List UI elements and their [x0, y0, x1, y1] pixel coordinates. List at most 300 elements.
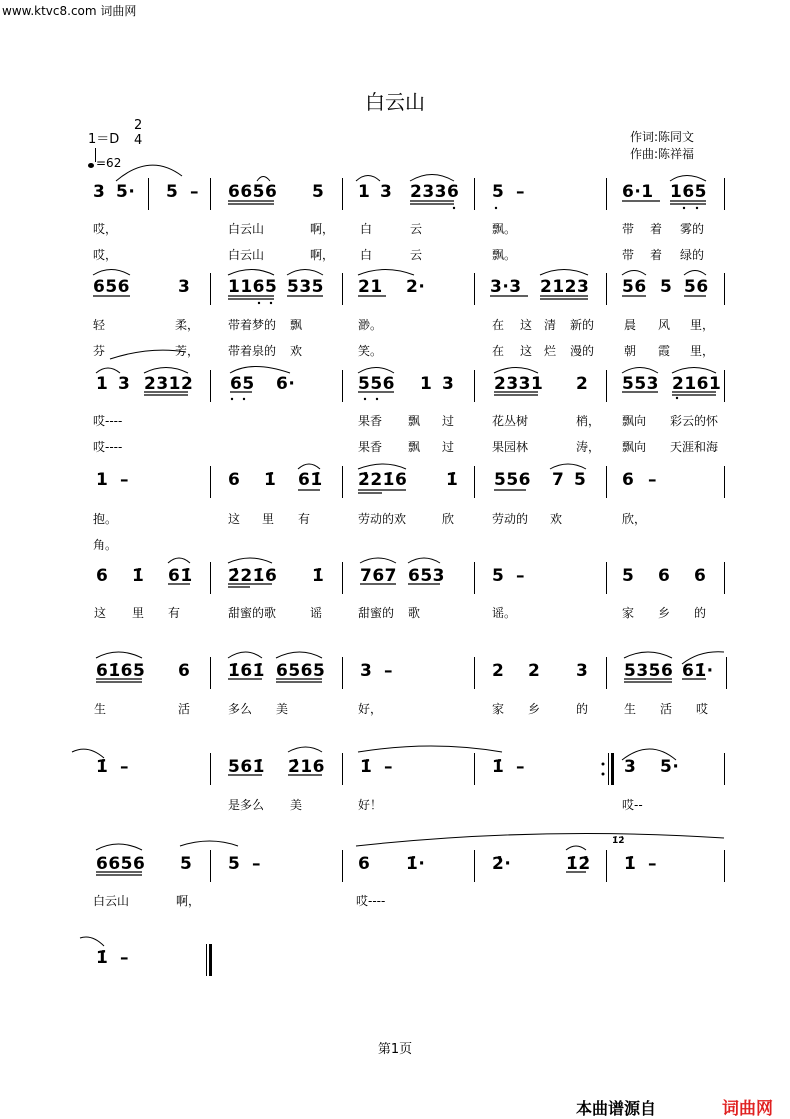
- slur: [566, 846, 586, 850]
- lyric: 多么: [228, 702, 253, 716]
- lyric-line-2a: [0, 316, 790, 332]
- lyric: 飘: [408, 414, 421, 428]
- slur: [80, 937, 104, 946]
- lyric: 白: [360, 222, 373, 236]
- bar-line: [148, 178, 149, 210]
- lyric: 飘。: [492, 248, 517, 262]
- slur: [230, 367, 290, 374]
- dash: –: [190, 182, 199, 202]
- bar-line: [342, 370, 343, 402]
- bar-line: [724, 466, 725, 498]
- song-title: 白云山: [365, 90, 425, 114]
- lyric: 雾的: [680, 222, 705, 236]
- bar-line: [606, 273, 607, 305]
- note: 653: [408, 566, 445, 586]
- lyric: 飘: [408, 440, 421, 454]
- note: 2̇·: [492, 854, 512, 874]
- note: 1̇: [312, 566, 325, 586]
- slur: [228, 558, 272, 563]
- lyric: 家: [492, 702, 505, 716]
- notation-row-7: [0, 757, 790, 787]
- lyric-line-3a: [0, 412, 790, 428]
- notation-row-9: [0, 948, 790, 978]
- slur: [540, 270, 588, 276]
- note: 5: [228, 854, 241, 874]
- slur: [622, 368, 658, 374]
- note: 5: [622, 566, 635, 586]
- note: 6: [358, 854, 371, 874]
- lyric: 着: [650, 248, 663, 262]
- lyric: 有: [298, 512, 311, 526]
- note: 5: [660, 277, 673, 297]
- lyric: 朝: [624, 344, 637, 358]
- slur: [624, 652, 672, 658]
- lyric: 飘。: [492, 222, 517, 236]
- lyric: 抱。: [93, 512, 118, 526]
- lyric: 哎----: [356, 894, 386, 908]
- note: 6: [622, 470, 635, 490]
- lyric: 带: [622, 248, 635, 262]
- lyric: 哎，: [93, 222, 118, 236]
- note: 1̇: [96, 757, 109, 777]
- slur: [360, 558, 396, 563]
- note: 1̇: [446, 470, 459, 490]
- bar-line: [606, 466, 607, 498]
- note: 1: [96, 470, 109, 490]
- bar-line: [210, 273, 211, 305]
- slur: [96, 844, 142, 850]
- lyric: 里，: [690, 344, 715, 358]
- lyric: 霞: [658, 344, 671, 358]
- lyric: 新的: [570, 318, 595, 332]
- lyric: 歌: [408, 606, 421, 620]
- lyric-line-6: [0, 700, 790, 716]
- bar-line: [210, 562, 211, 594]
- note: 3·3: [490, 277, 522, 297]
- note: 767: [360, 566, 397, 586]
- note: 56: [684, 277, 709, 297]
- lyric: 白: [360, 248, 373, 262]
- bar-line: [724, 562, 725, 594]
- lyric: 好！: [358, 798, 383, 812]
- lyric: 甜蜜的: [358, 606, 395, 620]
- notation-row-6: [0, 661, 790, 691]
- bar-line: [474, 178, 475, 210]
- note: 6: [96, 566, 109, 586]
- lyric: 带: [622, 222, 635, 236]
- lyric: 渺。: [358, 318, 383, 332]
- bar-line: [474, 657, 475, 689]
- lyric: 活: [660, 702, 673, 716]
- bar-line: [210, 850, 211, 882]
- lyric-line-7: [0, 796, 790, 812]
- notation-row-5: [0, 566, 790, 596]
- time-sig-bottom: 4: [134, 133, 143, 148]
- bar-line: [210, 178, 211, 210]
- bar-line: [606, 562, 607, 594]
- note: 1165: [228, 277, 278, 297]
- dash: –: [120, 948, 129, 968]
- lyric-line-1b: [0, 246, 790, 262]
- slur: [410, 175, 454, 182]
- lyric: 漫的: [570, 344, 595, 358]
- lyric-line-4a: [0, 510, 790, 526]
- slur: [287, 270, 323, 276]
- note: 2: [492, 661, 505, 681]
- slur: [180, 841, 238, 846]
- lyric: 啊，: [176, 894, 201, 908]
- final-bar-thick: [209, 944, 212, 976]
- lyric: 劳动的: [492, 512, 529, 526]
- bar-line: [210, 657, 211, 689]
- lyric: 果香: [358, 440, 383, 454]
- note: 1: [358, 182, 371, 202]
- lyric: 带着泉的: [228, 344, 277, 358]
- slur: [96, 652, 142, 658]
- lyric: 风: [658, 318, 671, 332]
- note: 1̇: [96, 948, 109, 968]
- tempo-value: =62: [96, 156, 122, 170]
- bar-line: [342, 178, 343, 210]
- note: 2312: [144, 374, 194, 394]
- lyric: 果香: [358, 414, 383, 428]
- slur: [358, 746, 502, 752]
- quarter-note-icon: [88, 163, 94, 168]
- lyric: 这: [228, 512, 241, 526]
- note: 1̇: [264, 470, 277, 490]
- dash: –: [120, 757, 129, 777]
- note: 61̇65: [96, 661, 146, 681]
- lyric: 乡: [528, 702, 541, 716]
- bar-line: [474, 562, 475, 594]
- lyric: 好，: [358, 702, 383, 716]
- note: 3: [178, 277, 191, 297]
- lyric: 绿的: [680, 248, 705, 262]
- bar-line: [726, 657, 727, 689]
- note: 165: [670, 182, 707, 202]
- note: 5: [574, 470, 587, 490]
- slur: [494, 368, 538, 374]
- note: 535: [287, 277, 324, 297]
- note: 6: [694, 566, 707, 586]
- lyric-line-8: [0, 892, 790, 908]
- site-logo: 词曲网: [722, 1099, 773, 1119]
- lyric: 有: [168, 606, 181, 620]
- lyric: 这: [520, 344, 533, 358]
- lyric: 柔，: [175, 318, 200, 332]
- slur: [288, 747, 322, 752]
- dash: –: [252, 854, 261, 874]
- lyric: 云: [410, 248, 423, 262]
- slur: [358, 464, 406, 469]
- bar-line: [210, 753, 211, 785]
- note: 7: [552, 470, 565, 490]
- lyric: 晨: [624, 318, 637, 332]
- lyric: 白云山: [228, 222, 265, 236]
- note: 6656: [228, 182, 278, 202]
- note: 1̇: [360, 757, 373, 777]
- lyric: 这: [520, 318, 533, 332]
- notation-row-8: [0, 836, 790, 884]
- note: 56: [622, 277, 647, 297]
- lyric: 生: [624, 702, 637, 716]
- lyric: 啊，: [310, 222, 335, 236]
- note: 2̇21̇6: [358, 470, 408, 490]
- lyric: 欢: [290, 344, 303, 358]
- bar-line: [342, 657, 343, 689]
- lyric: 带着梦的: [228, 318, 277, 332]
- note: 21: [358, 277, 383, 297]
- tempo-mark: [88, 156, 121, 170]
- bar-line: [474, 370, 475, 402]
- lyric: 在: [492, 318, 505, 332]
- lyric: 果园林: [492, 440, 529, 454]
- lyric: 哎----: [93, 440, 123, 454]
- final-bar-thin: [206, 944, 207, 976]
- slur: [358, 270, 414, 276]
- note: 1̇: [624, 854, 637, 874]
- lyric-line-5: [0, 604, 790, 620]
- note: 656: [93, 277, 130, 297]
- lyric: 美: [290, 798, 303, 812]
- bar-line: [342, 562, 343, 594]
- lyric: 花丛树: [492, 414, 529, 428]
- bar-line: [606, 657, 607, 689]
- note: 2336: [410, 182, 460, 202]
- lyric: 角。: [93, 538, 118, 552]
- lyric: 里: [132, 606, 145, 620]
- repeat-bar-thick: [611, 753, 614, 785]
- lyricist-credit: 作词:陈同文: [630, 130, 695, 144]
- lyric: 飘: [290, 318, 303, 332]
- lyric: 着: [650, 222, 663, 236]
- note: 1: [420, 374, 433, 394]
- note: 5: [492, 566, 505, 586]
- note: 5: [492, 182, 505, 202]
- dash: –: [516, 566, 525, 586]
- lyric: 芬: [93, 344, 106, 358]
- dash: –: [516, 182, 525, 202]
- lyric: 欣，: [622, 512, 647, 526]
- dash: –: [516, 757, 525, 777]
- bar-line: [724, 178, 725, 210]
- lyric: 的: [576, 702, 589, 716]
- lyric: 欢: [550, 512, 563, 526]
- lyric: 劳动的欢: [358, 512, 407, 526]
- lyric: 云: [410, 222, 423, 236]
- note: 1̇: [132, 566, 145, 586]
- lyric: 彩云的怀: [670, 414, 719, 428]
- bar-line: [474, 466, 475, 498]
- slur: [622, 271, 646, 276]
- slur: [408, 558, 440, 563]
- note: 556: [494, 470, 531, 490]
- page-number: 第1页: [377, 1042, 413, 1057]
- lyric: 生: [94, 702, 107, 716]
- slur: [358, 368, 394, 374]
- note: 3: [93, 182, 106, 202]
- lyric: 白云山: [93, 894, 130, 908]
- note: 61̇·: [682, 661, 714, 681]
- dash: –: [384, 661, 393, 681]
- notation-row-2: [0, 277, 790, 307]
- lyric: 里: [262, 512, 275, 526]
- lyric: 家: [622, 606, 635, 620]
- slur: [550, 464, 586, 469]
- slur: [228, 270, 274, 276]
- note: 1̇·: [406, 854, 426, 874]
- lyric: 过: [442, 440, 455, 454]
- note: 6: [658, 566, 671, 586]
- note: 561̇: [228, 757, 265, 777]
- bar-line: [342, 466, 343, 498]
- bar-line: [724, 370, 725, 402]
- slur: [93, 270, 130, 276]
- note: 3: [380, 182, 393, 202]
- lyric: 甜蜜的歌: [228, 606, 277, 620]
- bar-line: [606, 178, 607, 210]
- note: 3: [576, 661, 589, 681]
- note: 5·: [660, 757, 680, 777]
- lyric: 乡: [658, 606, 671, 620]
- dash: –: [120, 470, 129, 490]
- note: 1̇2̇: [566, 854, 591, 874]
- bar-line: [210, 370, 211, 402]
- dash: –: [648, 854, 657, 874]
- lyric: 的: [694, 606, 707, 620]
- note: 1̇61̇: [228, 661, 265, 681]
- note: 6565: [276, 661, 326, 681]
- lyric: 在: [492, 344, 505, 358]
- note: 61̇: [168, 566, 193, 586]
- bar-line: [342, 850, 343, 882]
- lyric: 清: [544, 318, 557, 332]
- bar-line: [724, 753, 725, 785]
- bar-line: [724, 850, 725, 882]
- slur: [116, 165, 182, 181]
- lyric: 里，: [690, 318, 715, 332]
- lyric: 哎: [696, 702, 709, 716]
- repeat-bar-thin: [608, 753, 609, 785]
- slur: [96, 368, 120, 373]
- lyric-line-3b: [0, 438, 790, 454]
- lyric: 活: [178, 702, 191, 716]
- slur: [356, 176, 380, 182]
- composer-credit: 作曲:陈祥福: [630, 147, 695, 161]
- bar-line: [606, 850, 607, 882]
- lyric: 谣。: [492, 606, 517, 620]
- note: 5·: [116, 182, 136, 202]
- slur: [228, 652, 262, 658]
- lyric: 轻: [93, 318, 106, 332]
- notation-row-4: [0, 470, 790, 500]
- lyric: 哎----: [93, 414, 123, 428]
- lyric: 飘向: [622, 440, 647, 454]
- note: 2: [576, 374, 589, 394]
- note: 5: [312, 182, 325, 202]
- slur: [276, 652, 322, 658]
- notation-row-1: [0, 182, 790, 212]
- grace-notes: 1̇2̇: [612, 836, 625, 846]
- dash: –: [384, 757, 393, 777]
- note: 3: [118, 374, 131, 394]
- key-signature: 1＝D: [88, 132, 120, 147]
- note: 2·: [406, 277, 426, 297]
- slur: [144, 368, 188, 374]
- time-sig-top: 2: [134, 118, 143, 133]
- note: 6: [178, 661, 191, 681]
- slur: [670, 176, 706, 182]
- note: 6·1: [622, 182, 654, 202]
- lyric-line-1a: [0, 220, 790, 236]
- bar-line: [342, 753, 343, 785]
- note: 2̇16: [288, 757, 325, 777]
- slur: [257, 177, 270, 182]
- bar-line: [474, 850, 475, 882]
- lyric: 这: [94, 606, 107, 620]
- note: 6·: [276, 374, 296, 394]
- bar-line: [606, 370, 607, 402]
- source-label: 本曲谱源自: [576, 1099, 657, 1118]
- lyric: 烂: [544, 344, 557, 358]
- dash: –: [648, 470, 657, 490]
- time-signature: [134, 118, 142, 148]
- lyric: 美: [276, 702, 289, 716]
- note: 65: [230, 374, 255, 394]
- note: 6: [228, 470, 241, 490]
- lyric: 笑。: [358, 344, 383, 358]
- note: 3: [624, 757, 637, 777]
- lyric-line-2b: [0, 342, 790, 358]
- lyric: 梢，: [576, 414, 601, 428]
- lyric: 芳，: [175, 344, 200, 358]
- note: 2161: [672, 374, 722, 394]
- note: 1̇: [492, 757, 505, 777]
- notation-row-3: [0, 374, 790, 404]
- bar-line: [724, 273, 725, 305]
- lyric: 是多么: [228, 798, 265, 812]
- note: 556: [358, 374, 395, 394]
- note: 2331: [494, 374, 544, 394]
- note: 61̇: [298, 470, 323, 490]
- slur: [684, 271, 706, 276]
- slur: [168, 558, 190, 563]
- note: 5: [180, 854, 193, 874]
- lyric: 过: [442, 414, 455, 428]
- note: 2̇21̇6: [228, 566, 278, 586]
- lyric: 啊，: [310, 248, 335, 262]
- lyric: 哎--: [622, 798, 643, 812]
- bar-line: [474, 273, 475, 305]
- note: 2123: [540, 277, 590, 297]
- note: 553: [622, 374, 659, 394]
- lyric: 白云山: [228, 248, 265, 262]
- bar-line: [210, 466, 211, 498]
- slur: [672, 368, 716, 374]
- note: 5: [166, 182, 179, 202]
- lyric-line-4b: [0, 536, 790, 552]
- note: 1: [96, 374, 109, 394]
- note: 3: [442, 374, 455, 394]
- lyric: 天涯和海: [670, 440, 719, 454]
- slur: [298, 464, 320, 469]
- bar-line: [342, 273, 343, 305]
- note: 2: [528, 661, 541, 681]
- lyric: 涛，: [576, 440, 601, 454]
- note: 5356: [624, 661, 674, 681]
- lyric: 谣: [310, 606, 323, 620]
- lyric: 欣: [442, 512, 455, 526]
